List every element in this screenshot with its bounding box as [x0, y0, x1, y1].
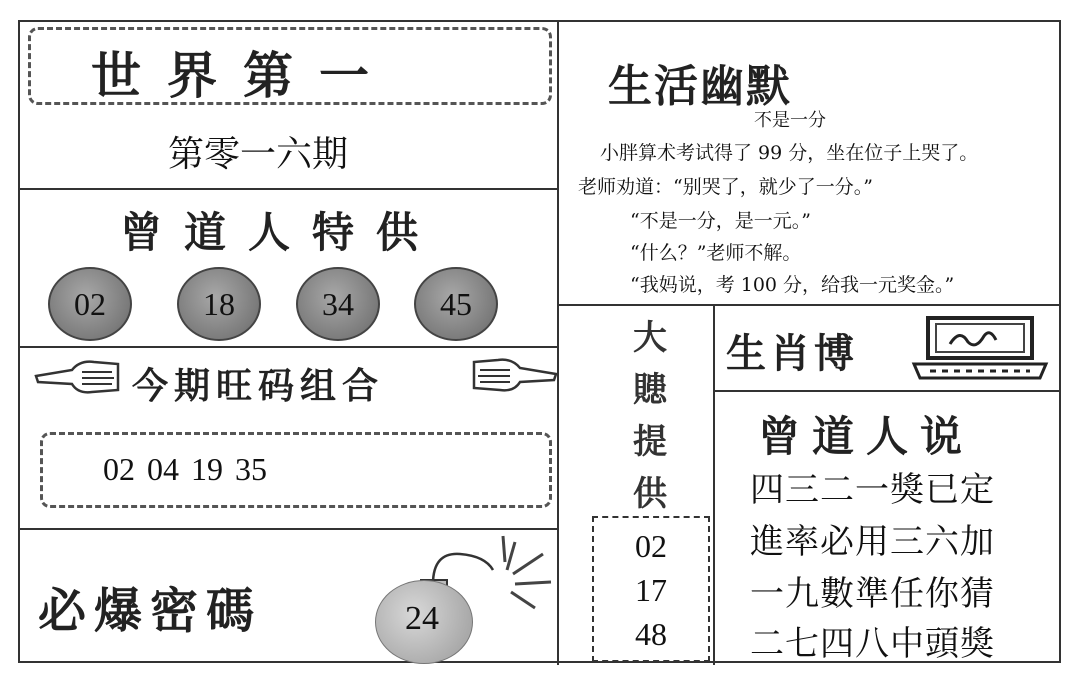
- pointing-hand-right-icon: [468, 352, 560, 402]
- humor-line: 老师劝道：“别哭了，就少了一分。”: [578, 176, 873, 198]
- number-ball: 45: [414, 267, 498, 341]
- mima-title: 必爆密碼: [38, 583, 263, 639]
- wangma-box: [40, 432, 552, 508]
- issue-number: 第零一六期: [168, 134, 349, 175]
- daxian-title: [600, 312, 700, 520]
- tedao-title: 曾道人特供: [120, 208, 441, 257]
- daxian-number: 17: [635, 572, 667, 608]
- shuo-line: 進率必用三六加: [750, 522, 995, 562]
- number-ball: 02: [48, 267, 132, 341]
- pointing-hand-left-icon: [32, 354, 124, 404]
- humor-line: “不是一分，是一元。”: [630, 210, 811, 232]
- title-box: [28, 27, 552, 105]
- number-ball: 34: [296, 267, 380, 341]
- humor-line: “什么？”老师不解。: [630, 242, 802, 264]
- humor-line: 小胖算术考试得了 99 分，坐在位子上哭了。: [600, 142, 979, 164]
- daxian-title-char: 大: [633, 318, 667, 358]
- humor-subtitle: 不是一分: [754, 110, 826, 131]
- page-title: 世界第一: [91, 47, 395, 105]
- wangma-title: 今期旺码组合: [132, 366, 385, 407]
- shuo-title: 曾道人说: [758, 412, 975, 461]
- shengxiao-title: 生肖博: [726, 331, 858, 377]
- number-ball: 18: [177, 267, 261, 341]
- daxian-title-char: 供: [633, 474, 667, 514]
- wangma-numbers: 02 04 19 35: [103, 451, 267, 487]
- daxian-title-char: 提: [633, 422, 667, 462]
- humor-line: “我妈说，考 100 分，给我一元奖金。”: [630, 274, 955, 296]
- daxian-box: [592, 516, 710, 662]
- mima-value: 24: [405, 600, 439, 637]
- shuo-line: 二七四八中頭獎: [750, 624, 995, 664]
- computer-icon: [910, 314, 1050, 386]
- daxian-number: 48: [635, 616, 667, 652]
- humor-title: 生活幽默: [608, 61, 792, 112]
- shuo-line: 一九數準任你猜: [750, 574, 995, 614]
- daxian-title-char: 贃: [633, 370, 667, 410]
- shuo-line: 四三二一獎已定: [750, 470, 995, 510]
- daxian-number: 02: [635, 528, 667, 564]
- lottery-sheet: [18, 20, 1061, 663]
